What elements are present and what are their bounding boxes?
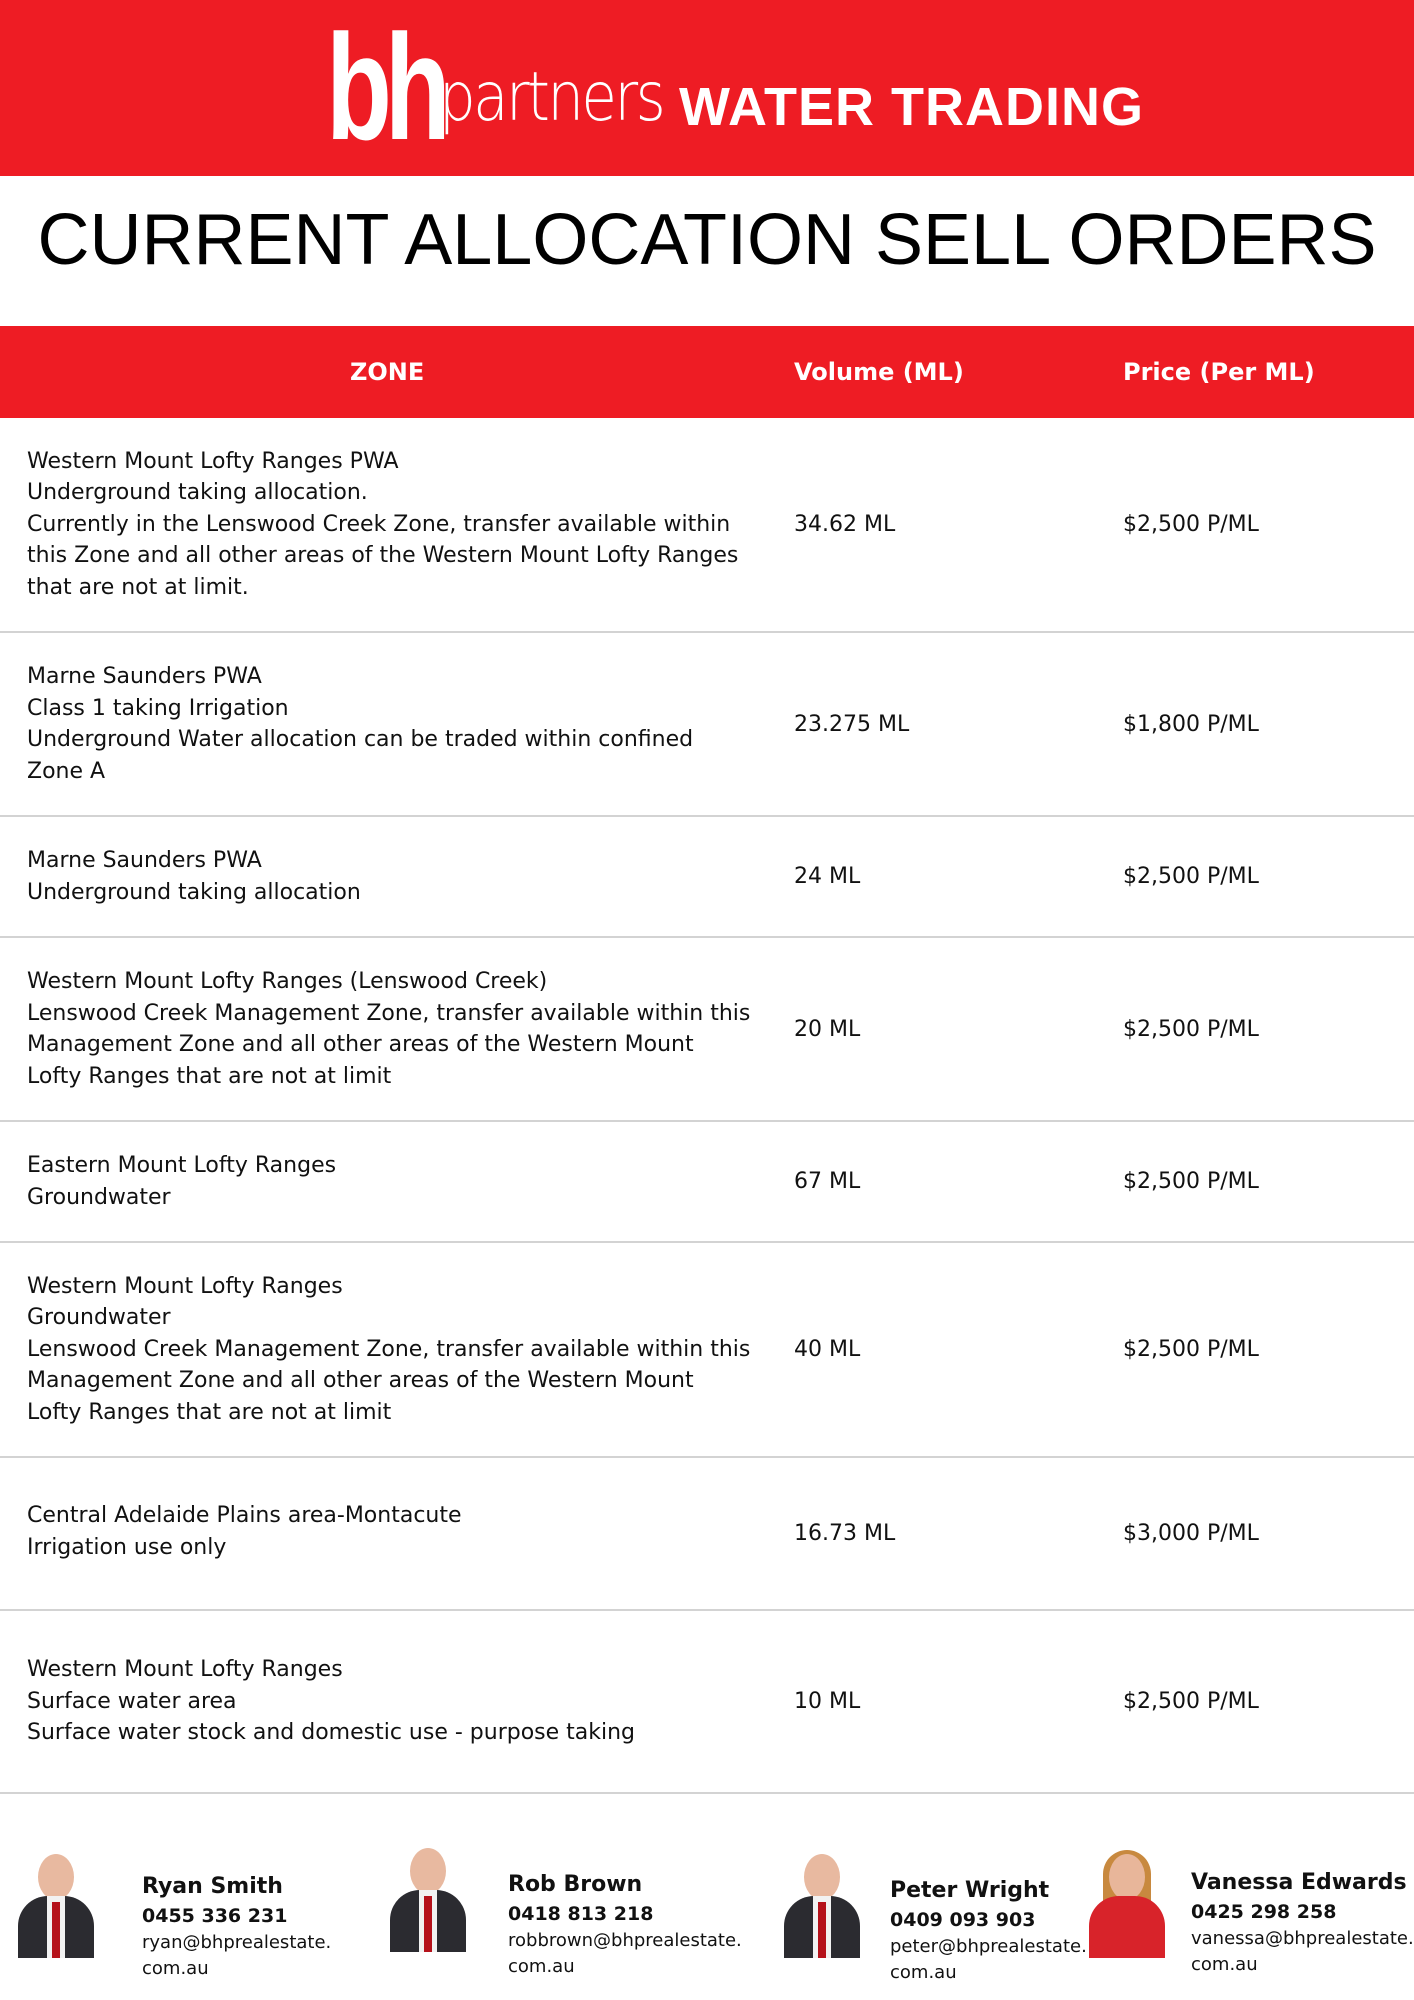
contact-email[interactable]: peter@bhprealestate.: [890, 1936, 1087, 1957]
contact-name: Ryan Smith: [142, 1874, 283, 1899]
zone-cell: [27, 633, 757, 815]
table-row: [0, 1611, 1414, 1794]
zone-line: Groundwater: [27, 1184, 171, 1210]
table-row: [0, 1458, 1414, 1611]
zone-line: Underground taking allocation.: [27, 480, 368, 506]
zone-line: Western Mount Lofty Ranges (Lenswood Creek): [27, 969, 548, 994]
zone-line: Lenswood Creek Management Zone, transfer available within this: [27, 1336, 751, 1362]
zone-cell: [27, 1243, 757, 1456]
volume-cell: 23.275 ML: [794, 711, 910, 737]
contact-email[interactable]: ryan@bhprealestate.: [142, 1932, 332, 1953]
zone-line: Marne Saunders PWA: [27, 664, 262, 689]
price-cell: $2,500 P/ML: [1123, 1689, 1259, 1714]
contact-info: [142, 1872, 331, 1982]
zone-line: Currently in the Lenswood Creek Zone, transfer available within: [27, 511, 731, 537]
contact-email-domain[interactable]: com.au: [508, 1956, 575, 1977]
zone-line: Central Adelaide Plains area-Montacute: [27, 1503, 462, 1528]
sell-orders-table: [0, 418, 1414, 1794]
contact-name: Peter Wright: [890, 1878, 1050, 1903]
column-header-price: Price (Per ML): [1123, 358, 1315, 386]
zone-line: Surface water stock and domestic use - purpose taking: [27, 1720, 636, 1746]
contact-email-domain[interactable]: com.au: [142, 1958, 209, 1979]
contact-card: [1085, 1800, 1414, 2000]
column-header-zone: ZONE: [350, 358, 425, 386]
logo-bh-text: bh: [326, 3, 444, 171]
volume-cell: 24 ML: [794, 864, 861, 889]
contact-phone: 0418 813 218: [508, 1903, 654, 1925]
price-cell: $1,800 P/ML: [1123, 711, 1259, 737]
avatar: [388, 1844, 468, 1952]
zone-line: Lofty Ranges that are not at limit: [27, 1063, 392, 1089]
contact-card: [0, 1800, 340, 2000]
zone-line: Underground Water allocation can be traded within confined: [27, 727, 694, 752]
avatar: [782, 1850, 862, 1958]
contact-email-domain[interactable]: com.au: [1191, 1954, 1258, 1975]
logo-partners-text: partners: [439, 58, 664, 137]
zone-cell: [27, 938, 757, 1120]
table-row: [0, 817, 1414, 938]
contact-phone: 0455 336 231: [142, 1905, 288, 1927]
page-title: CURRENT ALLOCATION SELL ORDERS: [37, 200, 1377, 280]
zone-cell: [27, 1611, 757, 1792]
table-header: [0, 326, 1414, 418]
zone-line: Management Zone and all other areas of the Western Mount: [27, 1368, 694, 1394]
volume-cell: 10 ML: [794, 1689, 861, 1714]
column-header-volume: Volume (ML): [794, 358, 964, 386]
zone-line: Lenswood Creek Management Zone, transfer available within this: [27, 1000, 751, 1026]
volume-cell: 20 ML: [794, 1016, 861, 1042]
contact-card: [370, 1800, 770, 2000]
zone-line: Surface water area: [27, 1688, 237, 1714]
contact-name: Rob Brown: [508, 1872, 643, 1897]
contact-info: [1191, 1868, 1414, 1978]
volume-cell: 34.62 ML: [794, 512, 896, 537]
contact-email[interactable]: robbrown@bhprealestate.: [508, 1930, 742, 1951]
table-row: [0, 633, 1414, 817]
price-cell: $2,500 P/ML: [1123, 512, 1259, 537]
zone-line: Marne Saunders PWA: [27, 848, 262, 873]
logo-tagline: WATER TRADING: [679, 77, 1145, 137]
price-cell: $2,500 P/ML: [1123, 1016, 1259, 1042]
zone-line: Management Zone and all other areas of the Western Mount: [27, 1032, 694, 1057]
zone-line: that are not at limit.: [27, 574, 249, 600]
zone-cell: [27, 1122, 757, 1241]
zone-line: Lofty Ranges that are not at limit: [27, 1399, 392, 1425]
zone-cell: [27, 1458, 757, 1609]
contact-phone: 0425 298 258: [1191, 1901, 1337, 1923]
volume-cell: 16.73 ML: [794, 1521, 896, 1546]
table-row: [0, 1122, 1414, 1243]
contact-email[interactable]: vanessa@bhprealestate.: [1191, 1928, 1414, 1949]
contact-info: [890, 1876, 1087, 1986]
contact-card: [770, 1800, 1090, 2000]
price-cell: $3,000 P/ML: [1123, 1521, 1259, 1546]
price-cell: $2,500 P/ML: [1123, 1337, 1259, 1362]
zone-line: Irrigation use only: [27, 1534, 227, 1560]
zone-line: Underground taking allocation: [27, 879, 361, 905]
zone-line: Zone A: [27, 758, 106, 784]
zone-line: this Zone and all other areas of the Western Mount Lofty Ranges: [27, 543, 739, 569]
avatar: [1087, 1850, 1167, 1958]
zone-cell: [27, 817, 757, 936]
zone-line: Western Mount Lofty Ranges PWA: [27, 448, 399, 474]
header-banner: [0, 0, 1414, 176]
table-row: [0, 1243, 1414, 1458]
table-row: [0, 938, 1414, 1122]
price-cell: $2,500 P/ML: [1123, 864, 1259, 889]
zone-line: Eastern Mount Lofty Ranges: [27, 1153, 337, 1178]
contacts-footer: [0, 1800, 1414, 2000]
price-cell: $2,500 P/ML: [1123, 1169, 1259, 1194]
contact-name: Vanessa Edwards: [1191, 1870, 1407, 1895]
bh-partners-logo: [326, 3, 1145, 171]
zone-cell: [27, 418, 757, 631]
contact-info: [508, 1870, 742, 1980]
zone-line: Class 1 taking Irrigation: [27, 695, 289, 721]
contact-email-domain[interactable]: com.au: [890, 1962, 957, 1983]
zone-line: Groundwater: [27, 1305, 171, 1331]
volume-cell: 40 ML: [794, 1337, 861, 1362]
contact-phone: 0409 093 903: [890, 1909, 1036, 1931]
table-row: [0, 418, 1414, 633]
zone-line: Western Mount Lofty Ranges: [27, 1273, 343, 1299]
zone-line: Western Mount Lofty Ranges: [27, 1657, 343, 1683]
avatar: [16, 1850, 96, 1958]
volume-cell: 67 ML: [794, 1169, 861, 1194]
